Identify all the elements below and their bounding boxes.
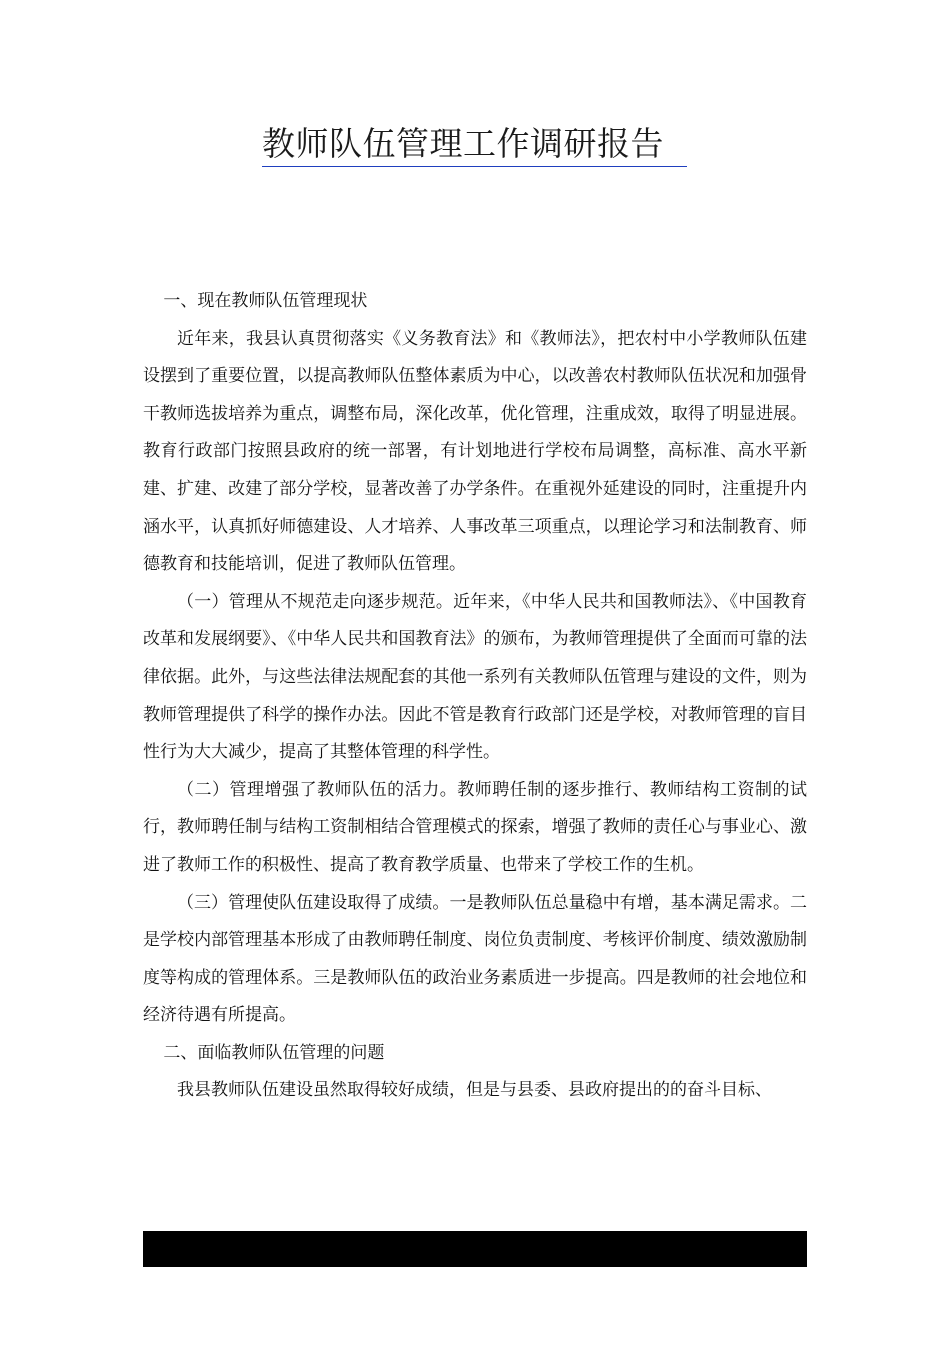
redaction-bar bbox=[143, 1231, 807, 1267]
paragraph-intro: 近年来，我县认真贯彻落实《义务教育法》和《教师法》，把农村中小学教师队伍建设摆到了重要位置，以提高教师队伍整体素质为中心，以改善农村教师队伍状况和加强骨干教师选拔培养为重点，调整布局，深化改革，优化管理，注重成效，取得了明显进展。教育行政部门按照县政府的统一部署，有计划地进行学校布局调整，高标准、高水平新建、扩建、改建了部分学校，显著改善了办学条件。在重视外延建设的同时，注重提升内涵水平，认真抓好师德建设、人才培养、人事改革三项重点，以理论学习和法制教育、师德教育和技能培训，促进了教师队伍管理。 bbox=[143, 328, 807, 575]
paragraph-point-2: （二）管理增强了教师队伍的活力。教师聘任制的逐步推行、教师结构工资制的试行，教师聘任制与结构工资制相结合管理模式的探索，增强了教师的责任心与事业心、激进了教师工作的积极性、提高了教育教学质量、也带来了学校工作的生机。 bbox=[143, 779, 807, 875]
section-heading-2: 二、面临教师队伍管理的问题 bbox=[163, 1042, 385, 1063]
section-heading-1: 一、现在教师队伍管理现状 bbox=[163, 291, 368, 311]
paragraph-point-3: （三）管理使队伍建设取得了成绩。一是教师队伍总量稳中有增，基本满足需求。二是学校内部管理基本形成了由教师聘任制度、岗位负责制度、考核评价制度、绩效激励制度等构成的管理体系。三是教师队伍的政治业务素质进一步提高。四是教师的社会地位和经济待遇有所提高。 bbox=[143, 892, 807, 1026]
document-body bbox=[143, 283, 807, 1110]
paragraph-problems: 我县教师队伍建设虽然取得较好成绩，但是与县委、县政府提出的的奋斗目标、 bbox=[177, 1080, 772, 1101]
paragraph-point-1: （一）管理从不规范走向逐步规范。近年来，《中华人民共和国教师法》、《中国教育改革和发展纲要》、《中华人民共和国教育法》的颁布，为教师管理提供了全面而可靠的法律依据。此外，与这些法律法规配套的其他一系列有关教师队伍管理与建设的文件，则为教师管理提供了科学的操作办法。因此不管是教育行政部门还是学校，对教师管理的盲目性行为大大减少，提高了其整体管理的科学性。 bbox=[143, 591, 807, 763]
document-title: 教师队伍管理工作调研报告 bbox=[262, 124, 687, 167]
